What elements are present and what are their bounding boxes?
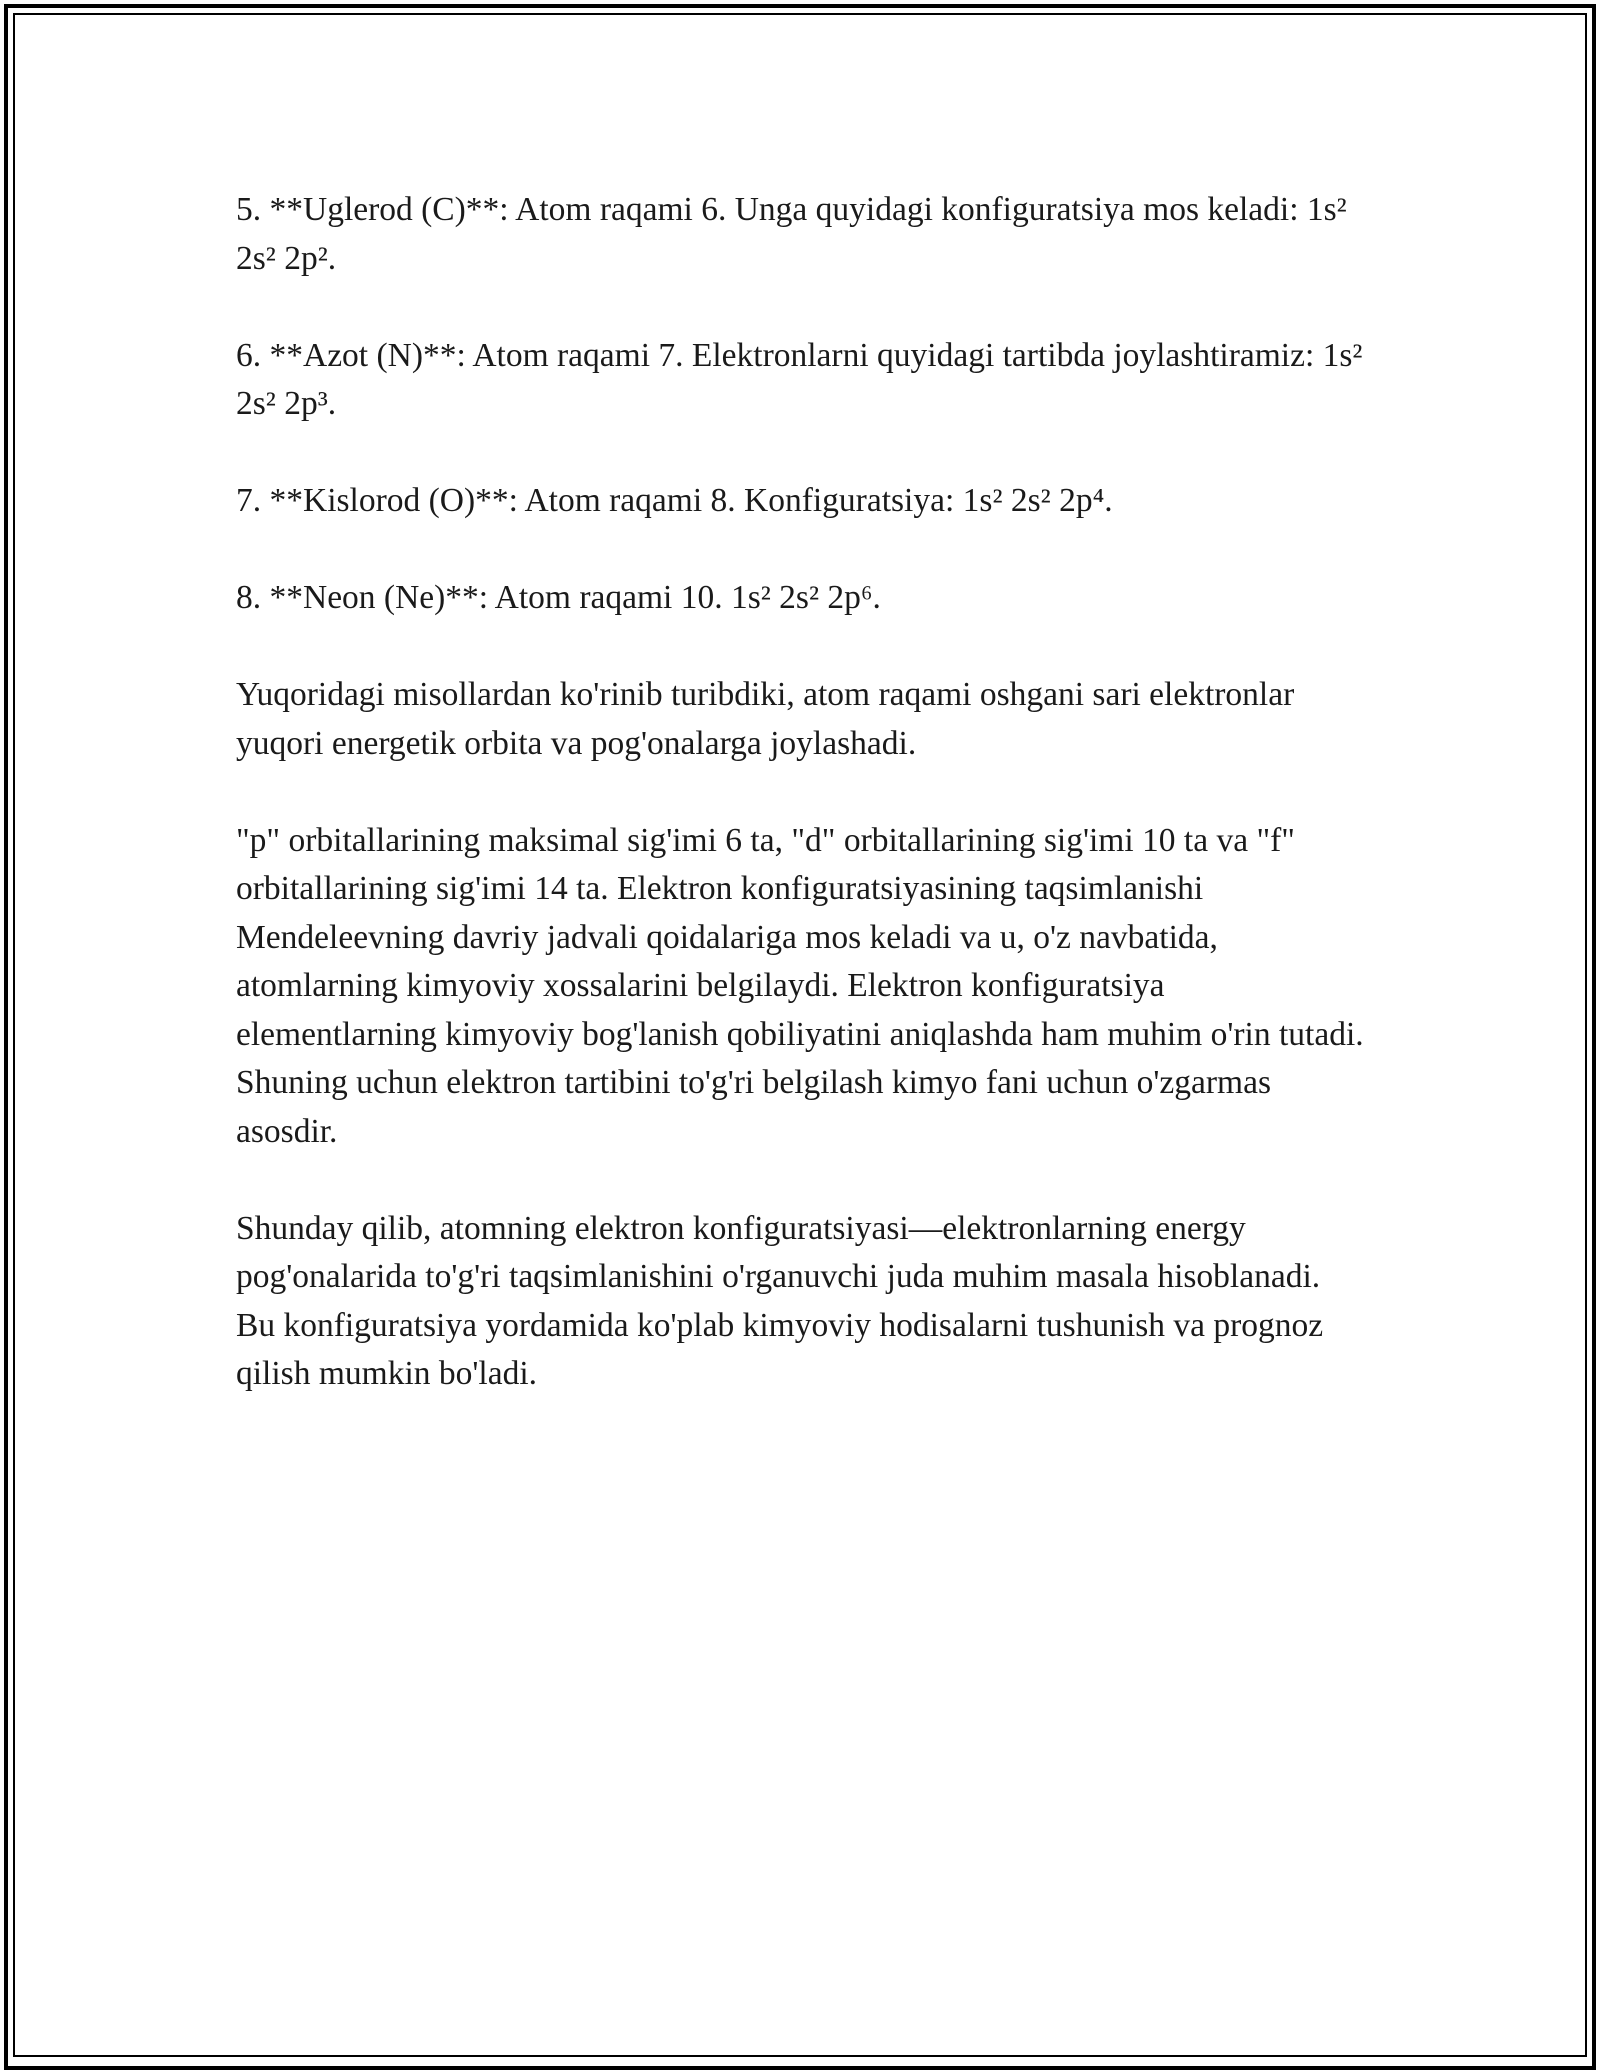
paragraph-conclusion: Shunday qilib, atomning elektron konfiguratsiyasi—elektronlarning energy pog'onalarida to'g'ri taqsimlanishini o'rganuvchi juda muhim masala hisoblanadi. Bu konfiguratsiya yordamida ko'plab kimyoviy hodisalarni tushunish va prognoz qilish mumkin bo'ladi. xyxy=(236,1209,1324,1392)
document-body xyxy=(236,186,1366,1447)
paragraph-azot: 6. **Azot (N)**: Atom raqami 7. Elektronlarni quyidagi tartibda joylashtiramiz: 1s² 2s² 2p³. xyxy=(236,336,1363,422)
paragraph-orbitals: "p" orbitallarining maksimal sig'imi 6 ta, "d" orbitallarining sig'imi 10 ta va "f" orbitallarining sig'imi 14 ta. Elektron konfiguratsiyasining taqsimlanishi Mendeleevning davriy jadvali qoidalariga mos keladi va u, o'z navbatida, atomlarning kimyoviy xossalarini belgilaydi. Elektron konfiguratsiya elementlarning kimyoviy bog'lanish qobiliyatini aniqlashda ham muhim o'rin tutadi. Shuning uchun elektron tartibini to'g'ri belgilash kimyo fani uchun o'zgarmas asosdir. xyxy=(236,821,1364,1150)
paragraph-summary: Yuqoridagi misollardan ko'rinib turibdiki, atom raqami oshgani sari elektronlar yuqori energetik orbita va pog'onalarga joylashadi. xyxy=(236,676,1295,762)
paragraph-uglerod: 5. **Uglerod (C)**: Atom raqami 6. Unga quyidagi konfiguratsiya mos keladi: 1s² 2s² 2p². xyxy=(236,191,1347,277)
paragraph-kislorod: 7. **Kislorod (O)**: Atom raqami 8. Konfiguratsiya: 1s² 2s² 2p⁴. xyxy=(236,482,1113,519)
paragraph-neon: 8. **Neon (Ne)**: Atom raqami 10. 1s² 2s² 2p⁶. xyxy=(236,579,881,616)
